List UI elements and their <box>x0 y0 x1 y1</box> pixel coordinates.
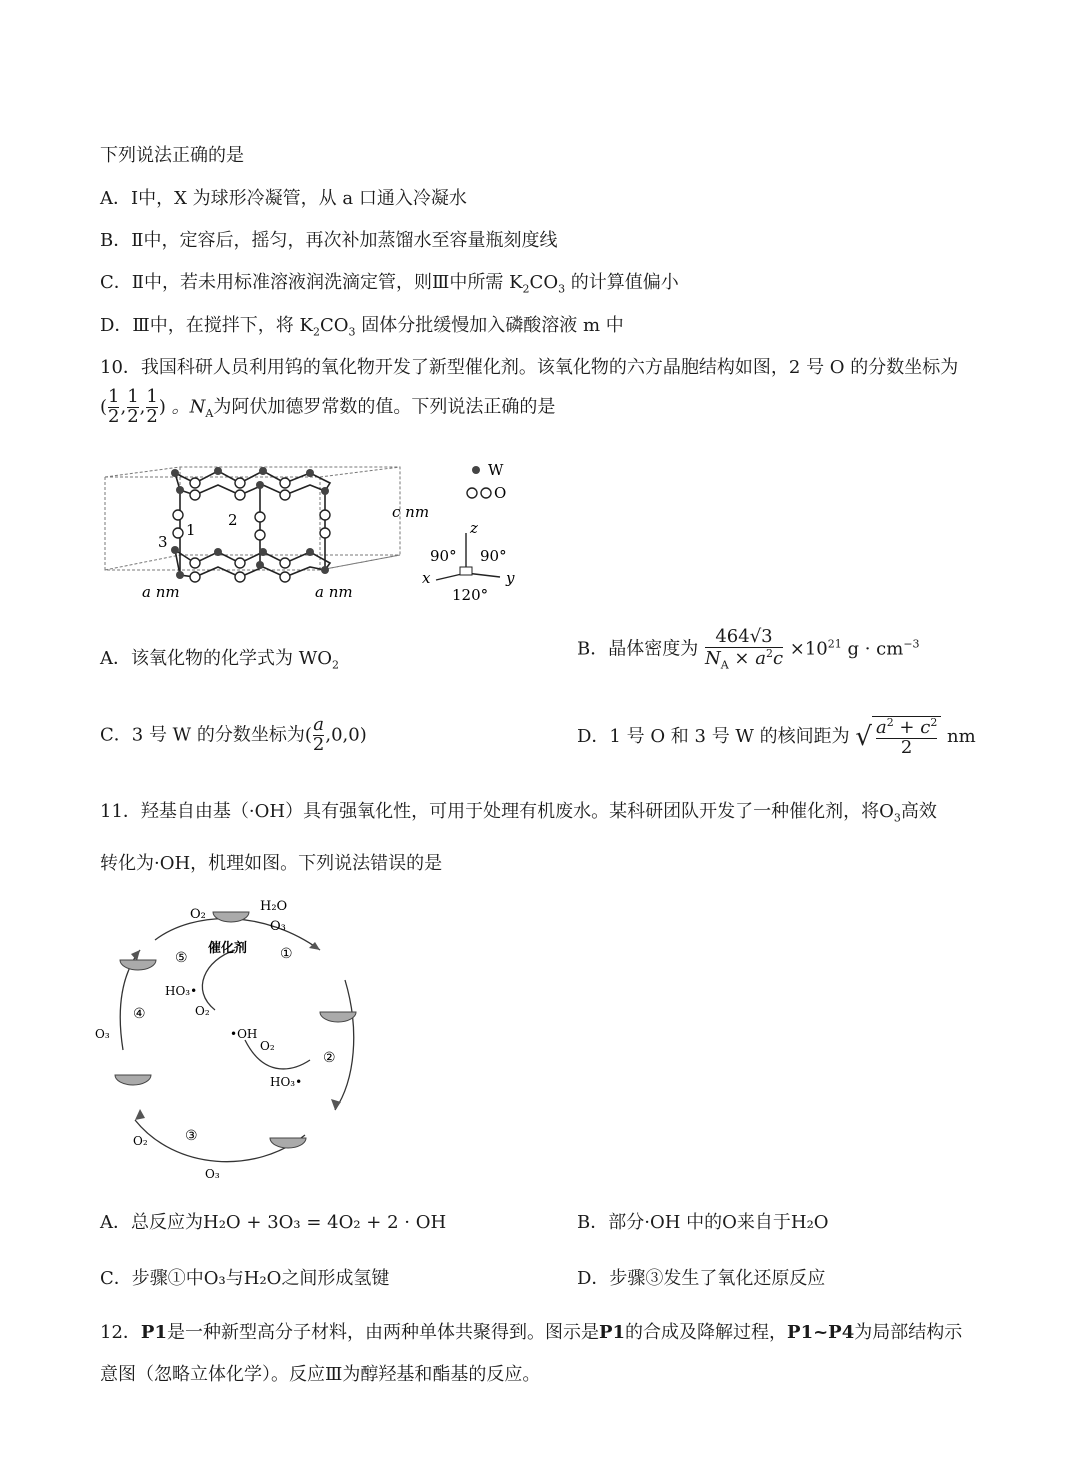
q11-option-d: D．步骤③发生了氧化还原反应 <box>577 1268 826 1289</box>
atom-label-3: 3 <box>158 533 168 551</box>
legend-w: W <box>488 461 504 479</box>
q10-stem-line1: 10．我国科研人员利用钨的氧化物开发了新型催化剂。该氧化物的六方晶胞结构如图，2 号 O 的分数坐标为 <box>100 357 959 378</box>
q11-option-b: B．部分·OH 中的O来自于H₂O <box>577 1212 829 1233</box>
axis-z: z <box>470 519 478 537</box>
q10-option-b: B．晶体密度为 $\frac{464√3}{N_A \times a^2c}$ $\times 10^{21}$ $g \cdot cm^{-3}$ <box>577 626 920 672</box>
a-label-right: a nm <box>315 583 353 601</box>
step-5: ⑤ <box>175 950 188 966</box>
catalyst-label: 催化剂 <box>208 941 248 956</box>
angle-right: 90° <box>480 547 507 565</box>
step-2: ② <box>323 1050 336 1066</box>
o2-label-top: O₂ <box>190 907 206 922</box>
q9-option-d: D．Ⅲ中，在搅拌下，将 $K_2CO_3$ 固体分批缓慢加入磷酸溶液 m 中 <box>100 315 624 339</box>
atom-label-2: 2 <box>228 511 238 529</box>
step-1: ① <box>280 946 293 962</box>
atom-label-1: 1 <box>186 521 196 539</box>
angle-bottom: 120° <box>452 586 489 604</box>
q11-stem-line1: 11．羟基自由基（·OH）具有强氧化性，可用于处理有机废水。某科研团队开发了一种催化剂，将$O_3$高效 <box>100 801 937 825</box>
q9-option-b: B．Ⅱ中，定容后，摇匀，再次补加蒸馏水至容量瓶刻度线 <box>100 230 558 251</box>
h2o-label: H₂O <box>260 899 288 914</box>
legend-o: O <box>494 484 507 502</box>
q12-stem-line2: 意图（忽略立体化学）。反应Ⅲ为醇羟基和酯基的反应。 <box>100 1364 541 1385</box>
q11-option-c: C．步骤①中O₃与H₂O之间形成氢键 <box>100 1268 390 1289</box>
ho3-label-left: HO₃• <box>165 984 198 998</box>
o2-label-bottom: O₂ <box>133 1134 148 1148</box>
oh-label: •OH <box>230 1027 258 1041</box>
step-3: ③ <box>185 1128 198 1144</box>
ho3-label-right: HO₃• <box>270 1075 303 1089</box>
q9-option-c: C．Ⅱ中，若未用标准溶液润洗滴定管，则Ⅲ中所需 $K_2CO_3$ 的计算值偏小 <box>100 272 679 296</box>
q11-option-a: A．总反应为H₂O + 3O₃ = 4O₂ + 2 · OH <box>100 1212 447 1233</box>
q10-stem-line2: ( $\frac{1}{2}$ , $\frac{1}{2}$ , $\frac{1}{2}$ ) 。$N_A$为阿伏加德罗常数的值。下列说法正确的是 <box>100 386 556 427</box>
axis-x: x <box>422 569 431 587</box>
o3-label-top: O₃ <box>270 919 286 934</box>
o3-label-bottom: O₃ <box>205 1167 220 1181</box>
q11-stem-line2: 转化为·OH，机理如图。下列说法错误的是 <box>100 853 443 874</box>
o2-label-right: O₂ <box>260 1039 275 1053</box>
mechanism-figure <box>95 890 375 1185</box>
a-label-left: a nm <box>142 583 180 601</box>
q10-option-a: A．该氧化物的化学式为 $WO_2$ <box>100 648 339 672</box>
o2-label-mid: O₂ <box>195 1004 210 1018</box>
q12-stem-line1: 12．P1是一种新型高分子材料，由两种单体共聚得到。图示是P1的合成及降解过程，P1~P4为局部结构示 <box>100 1322 963 1343</box>
q9-stem: 下列说法正确的是 <box>100 145 244 166</box>
crystal-structure-figure <box>100 455 530 605</box>
q10-option-d: D．1 号 O 和 3 号 W 的核间距为 √ $\frac{a^2 + c^2}{2}$ nm <box>577 716 976 758</box>
axis-y: y <box>506 569 515 587</box>
step-4: ④ <box>133 1006 146 1022</box>
c-label: c nm <box>392 503 430 521</box>
q10-option-c: C．3 号 W 的分数坐标为( $\frac{a}{2}$ ,0,0) <box>100 714 367 755</box>
angle-left: 90° <box>430 547 457 565</box>
o3-label-left: O₃ <box>95 1027 110 1041</box>
q9-option-a: A．Ⅰ中，X 为球形冷凝管，从 a 口通入冷凝水 <box>100 188 467 209</box>
